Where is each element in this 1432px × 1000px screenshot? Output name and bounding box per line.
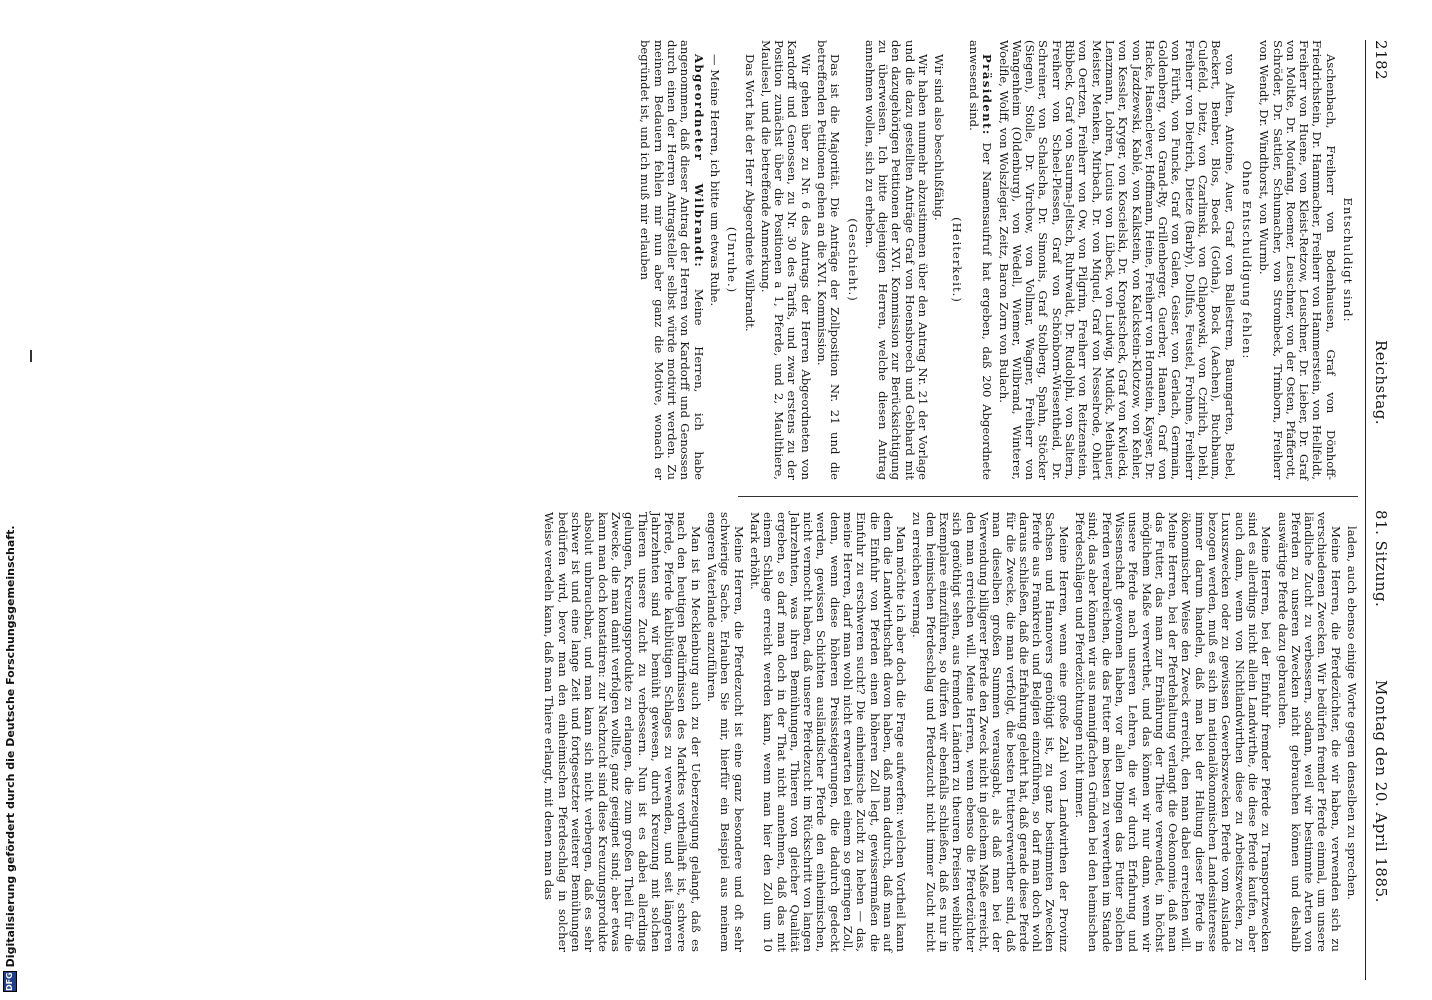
president-text: Der Namensaufruf hat ergeben, daß 200 Abgeordnete anwesend sind. bbox=[966, 40, 995, 481]
column-divider bbox=[738, 496, 1358, 497]
speaker-statement bbox=[638, 40, 704, 480]
speaker-text: Meine Herren, ich habe angenommen, daß dieser Antrag der Herren von Kardorff und Genossen durch einen der Herren Antragsteller selbst würde motivirt werden. Zu meinem Bedauern fehlen mir nun aber ganz die Motive, wonach er begründet ist, und ich muß mir erlauben bbox=[638, 40, 706, 480]
right-text-1: laden, auch ebenso einige Worte gegen denselben zu sprechen. bbox=[1345, 526, 1359, 900]
reaction-happens: (Geschieht.) bbox=[845, 218, 860, 302]
rotated-scan-content bbox=[92, 40, 1392, 980]
running-header bbox=[1366, 40, 1392, 980]
dfg-logo: DFG bbox=[3, 971, 17, 992]
right-text-3: Meine Herren, bei der Einfuhr fremder Pferde zu Transportzwecken sind es allerdings nicht allein Landwirthe, die diese Pferde kaufen, aber auch dann, wenn von Nichtlandwirthen diese zu Arbeitszwecken, zu Luxuszwecken oder zu gewissen Gewerbszwecken Pferde vom Auslande bezogen werden, muß es sich im nationalökonomischen Landesinteresse immer darum handeln, daß man bei der Haltung dieser Pferde in ökonomischer Weise den Zweck erreicht, den man dabei erreichen will. Meine Herren, bei der Pferdehaltung verlangt die Oekonomie, daß man das Futter, das man zur Ernährung der Thiere verwendet, in höchst möglichem Maße verwerthet, und das können wir nur dann, wenn wir unsere Pferde nach unseren Lehren, die wir durch Erfahrung und Wissenschaft gewonnen haben, vor allen Dingen das Futter solchen Pferden verabreichen, die das Futter am besten zu verwerthen im Stande sind; das aber können wir aus mannigfachen Gründen bei den heimischen Pferdeschlägen und Pferdezüchtungen nicht immer. bbox=[1073, 512, 1274, 952]
right-text-2: Meine Herren, die Pferdezüchter, die wir haben, verwenden sich zu verschiedenen Zwecken. Wir bedürfen fremder Pferde einmal, um unsere ländliche Zucht zu verbessern, sodann, weil wir bestimmte Arten von Pferden zu unseren Zwecken nicht gebrauchen können und deshalb auswärtige Pferde dazu gebrauchen. bbox=[1275, 512, 1343, 952]
session-date: Montag den 20. April 1885. bbox=[1372, 680, 1390, 903]
periodical-name: Reichstag. bbox=[1372, 340, 1390, 426]
scan-speck bbox=[30, 350, 32, 362]
excused-heading: Entschuldigt sind: bbox=[1341, 197, 1355, 323]
president-statement bbox=[967, 40, 994, 480]
excused-list: Aschenbach, Freiherr von Bodenhausen, Graf von Dönhoff-Friedrichstein, Dr. Hammacher, Freiherr von Hammerstein, von Hellfeldt, Freiherr von Huene, von Kleist-Retzow, Leuschner, Dr. Lieber, Dr. Graf von Moltke, Dr. Moufang, Roemer, Leuschner, von der Osten, Pfafferott, Schröder, Dr. Sattler, Schumacher, von Strombeck, Trimborn, Freiherr von Wendt, Dr. Windthorst, von Wurmb. bbox=[1257, 40, 1338, 480]
left-column bbox=[635, 40, 1358, 480]
paragraph-floor: Das Wort hat der Herr Abgeordnete Wilbrandt. bbox=[742, 54, 757, 332]
absent-heading: Ohne Entschuldigung fehlen: bbox=[1239, 160, 1254, 360]
paragraph-next-item: Wir gehen über zu Nr. 6 des Antrags der Herren Abgeordneten von Kardorff und Genossen, zu Nr. 30 des Tarifs, und zwar erstens zu der Position zunächst über die Positionen a 1, Pferde, und 2, Maulthiere, Maulesel, und die betreffende Anmerkung. bbox=[758, 40, 813, 480]
paragraph-vote: Wir haben nunmehr abzustimmen über den Antrag Nr. 21 der Vorlage und die dazu gestellten Anträge Graf von Hoensbroech und Gebhard mit den dazugehörigen Petitionen der XVI. Kommission zur Berücksichtigung zu überweisen. Ich bitte diejenigen Herren, welche diesen Antrag annehmen wollen, sich zu erheben. bbox=[862, 40, 931, 480]
right-text-4: Meine Herren, wenn eine große Zahl von Landwirthen der Provinz Sachsen und Hannovers genöthigt ist, zu ganz bestimmten Zwecken Pferde aus Frankreich und Belgien einzuführen, so darf man doch wohl daraus schließen, daß die Erfahrung gelehrt hat, daß gerade diese Pferde für die Zwecke, die man verfolgt, die besten Futterverwerther sind, daß man dieselben großen Summen verausgabt, als daß man bei der Verwendung billigerer Pferde den Zweck nicht in gleichem Maße erreicht, den man erreichen will. Meine Herren, wenn ebenso die Pferdezüchter sich genöthigt sehen, aus fremden Ländern zu theuren Preisen weibliche Exemplare einzuführen, so dürfen wir ebenfalls schließen, daß es nur in dem heimischen Pferdeschlag und Pferdezucht nicht immer Zucht nicht zu erreichen vermag. bbox=[910, 512, 1071, 952]
speaker-label: Abgeordneter Wilbrandt: bbox=[691, 54, 706, 269]
right-text-6: Meine Herren, die Pferdezucht ist eine ganz besondere und oft sehr schwierige Sache. Erlauben Sie mir, hierfür ein Beispiel aus meinem engeren Vaterlande anzuführen. bbox=[705, 512, 746, 952]
president-label: Präsident: bbox=[980, 54, 995, 136]
paragraph-quorum: Wir sind also beschlußfähig. bbox=[932, 54, 947, 221]
digitization-credit bbox=[2, 525, 18, 992]
session-number: 81. Sitzung. bbox=[1372, 510, 1390, 608]
right-text-5: Man möchte ich aber doch die Frage aufwerfen: welchen Vortheil kann denn die Landwirthschaft davon haben, daß man dadurch, daß man auf die Einfuhr von Pferden einen höheren Zoll legt, gewissermaßen die Einfuhr zu erschweren sucht? Die einheimische Zucht zu heben — das, meine Herren, darf man wohl nicht erwarten bei einem so geringen Zoll, denn, wenn diese höheren Preissteigerungen, die dadurch gedeckt werden, gewissen Schichten ausländischer Pferde den einheimischen, nicht vermocht haben, daß unsere Pferdezucht im Rückschritt von langen Jahrzehnten, was ihren Bemühungen, Thieren von gleicher Qualität ergeben, so darf man doch in der That nicht annehmen, daß das mit einem Schlage erreicht werden kann, wenn man hier den Zoll um 10 Mark erhöht. bbox=[747, 512, 909, 952]
paragraph-majority: Das ist die Majorität. Die Anträge der Zollposition Nr. 21 und die betreffenden Petitionen gehen an die XVI. Kommission. bbox=[815, 40, 843, 480]
paragraph-quiet: — Meine Herren, ich bitte um etwas Ruhe. bbox=[707, 54, 722, 307]
reaction-laughter: (Heiterkeit.) bbox=[949, 217, 964, 303]
right-text-7: Man ist in Mecklenburg auch zu der Ueberzeugung gelangt, daß es nach den heutigen Bedürfnissen des Marktes vortheilhaft ist, schwere Pferde, Pferde kaltblütigen Schlages zu verwenden, und seit längeren Jahrzehnten sind wir bemüht gewesen, durch Kreuzung mit solchen Thieren unsere Zucht zu verbessern. Nun ist es dabei allerdings gelungen, Kreuzungsprodukte zu erlangen, die zum großen Theil für die Zwecke, die man damit verfolgen wollte, ganz geeignet sind; aber etwas kann man doch konstatiren: zur Nachzucht sind diese Kreuzungsprodukte absolut unbrauchbar, und man kann sich nicht verbergen, daß es sehr schwer ist und eine lange Zeit und fortgesetzter weiterer Bemühungen bedürfen wird, bevor man den einheimischen Pferdeschlag in solcher Weise veredeln kann, daß man Thiere erlangt, mit denen man das bbox=[542, 512, 703, 952]
right-column bbox=[539, 512, 1358, 952]
header-rule bbox=[1365, 40, 1366, 980]
reaction-unrest: (Unruhe.) bbox=[725, 226, 740, 294]
page-number: 2182 bbox=[1372, 40, 1390, 81]
credit-text: Digitalisierung gefördert durch die Deutsche Forschungsgemeinschaft. bbox=[3, 525, 17, 968]
absent-list: von Alten, Antoine, Auer, Graf von Ballestrem, Baumgarten, Bebel, Beckert, Benber, Blos, Boeck (Gotha), Bock (Aachen), Buchbaum, Culefeld, Dietz, von Czarlinski, von Chlapowski, von Czirlich, Diehl, Freiherr von Dietrich, Dietze (Barby), Dollfus, Feustel, Frohme, Freiherr von Fürth, von Funcke, Graf von Galen, Geiser, von Gerlach, Germain, Goldenberg, von Grand-Ry, Grillenberger, Guerber, Haanen, Graf von Hacke, Hasenclever, Hoffmann, Heine, Freiherr von Hornstein, Kayser, Dr. von Jazdzewski, Kablé, von Kalkstein, von Kalckstein-Klotzow, von Kehler, von Kessler, Kryger, von Koscielski, Dr. Kropatscheck, Graf von Kwilecki, Lenzmann, Lohren, Lucius von Lübeck, von Ludwig, Mudick, Meihauer, Meister, Menken, Mirbach, Dr. von Miquel, Graf von Nesselrode, Ohlert von Oertzen, Freiherr von Ow, von Pilgrim, Freiherr von Reitzenstein, Ribbeck, Graf von Saurma-Jeltsch, Ruhrwaldt, Dr. Rudolphi, von Saltern, Freiherr von Scheel-Plessen, Graf von Schönborn-Wiesentheid, Dr. Schreiner, von Schalscha, Dr. Simonis, Graf Stolberg, Spahn, Stöcker (Siegen), Stolle, Dr. Virchow, von Vollmar, Wagner, Freiherr von Wangenheim (Oldenburg), von Wedell, Wiemer, Wilbrand, Winterer, Woelfle, Wolff, von Wolszlegier, Zeitz, Baron Zorn von Bulach. bbox=[996, 40, 1237, 480]
